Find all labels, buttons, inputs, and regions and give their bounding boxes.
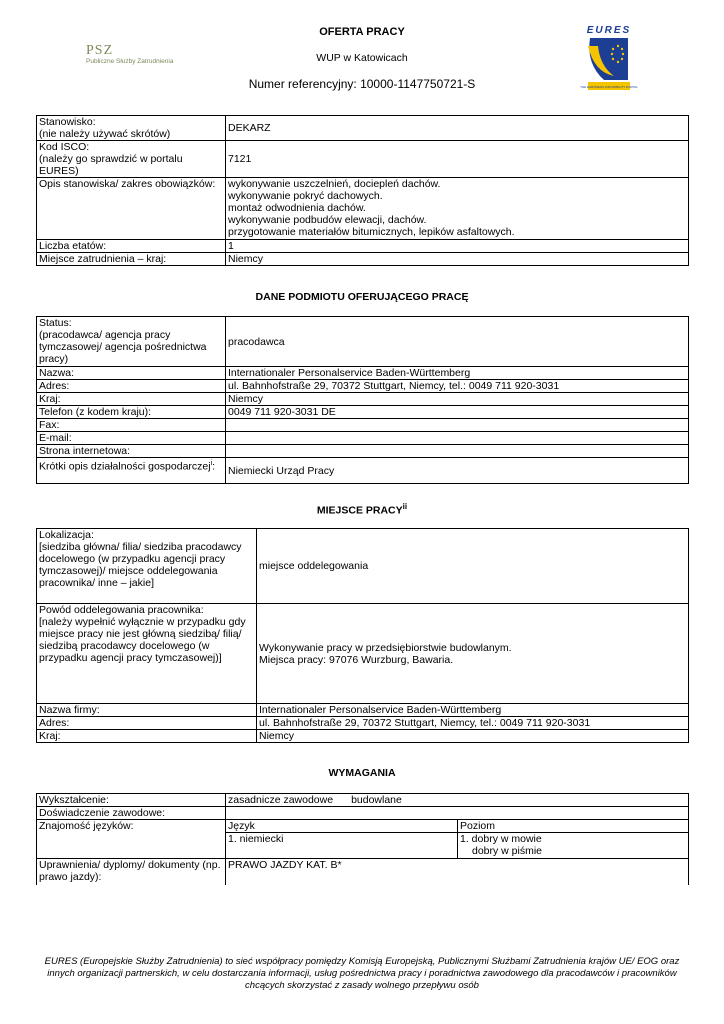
workplace-country-label: Kraj: <box>37 730 257 743</box>
licenses-value: PRAWO JAZDY KAT. B* <box>226 859 689 885</box>
activity-value: Niemiecki Urząd Pracy <box>226 458 689 484</box>
psz-logo <box>86 44 196 66</box>
activity-label-text: Krótki opis działalności gospodarczej <box>39 460 211 473</box>
table-row <box>37 432 689 445</box>
place-label: Miejsce zatrudnienia – kraj: <box>37 253 226 266</box>
fte-label: Liczba etatów: <box>37 240 226 253</box>
duty-item: wykonywanie uszczelnień, dociepleń dachów. <box>228 178 441 190</box>
workplace-heading-text: MIEJSCE PRACY <box>316 504 403 517</box>
duties-label: Opis stanowiska/ zakres obowiązków: <box>37 178 226 240</box>
website-label: Strona internetowa: <box>37 445 226 458</box>
education-level: zasadnicze zawodowe <box>228 794 334 806</box>
table-row <box>37 730 689 743</box>
languages-label: Znajomość języków: <box>37 820 226 859</box>
education-value <box>226 794 689 807</box>
table-row <box>37 367 689 380</box>
duties-value <box>226 178 689 240</box>
employer-country-value: Niemcy <box>226 393 689 406</box>
education-field: budowlane <box>351 794 402 806</box>
table-row <box>37 458 689 484</box>
level-column-header: Poziom <box>458 820 689 833</box>
table-row <box>37 704 689 717</box>
requirements-heading: WYMAGANIA <box>328 767 396 779</box>
table-row <box>37 529 689 604</box>
activity-label <box>37 458 226 484</box>
table-row <box>37 717 689 730</box>
psz-logo-subtitle: Publiczne Służby Zatrudnienia <box>86 58 174 65</box>
location-label: Lokalizacja: [siedziba główna/ filia/ siedziba pracodawcy docelowego (w przypadku agencji pracy tymczasowej)/ miejsce oddelegowania pracownika/ inne – jakie] <box>37 529 257 604</box>
employer-heading: DANE PODMIOTU OFERUJĄCEGO PRACĘ <box>255 291 469 303</box>
reason-line: Wykonywanie pracy w przedsiębiorstwie budowlanym. <box>259 641 512 654</box>
table-row <box>37 240 689 253</box>
licenses-label: Uprawnienia/ dyplomy/ dokumenty (np. prawo jazdy): <box>37 859 226 885</box>
company-label: Nazwa firmy: <box>37 704 257 717</box>
reference-number: Numer referencyjny: 10000-1147750721-S <box>248 77 476 91</box>
position-label: Stanowisko: (nie należy używać skrótów) <box>37 116 226 141</box>
company-value: Internationaler Personalservice Baden-Württemberg <box>257 704 689 717</box>
table-row <box>37 253 689 266</box>
table-row <box>37 604 689 704</box>
table-row <box>37 178 689 240</box>
employer-country-label: Kraj: <box>37 393 226 406</box>
workplace-address-value: ul. Bahnhofstraße 29, 70372 Stuttgart, Niemcy, tel.: 0049 711 920-3031 <box>257 717 689 730</box>
location-value: miejsce oddelegowania <box>257 529 689 604</box>
requirements-table <box>36 793 689 885</box>
footer-note: EURES (Europejskie Służby Zatrudnienia) to sieć współpracy pomiędzy Komisją Europejską, Publicznymi Służbami Zatrudnienia krajów UE/ EOG oraz innych organizacji partnerskich, w celu dostarczania informacji, usług pośrednictwa pracy i poradnictwa zawodowego dla pracodawców i pracowników chcących skorzystać z zasady wolnego przepływu osób <box>44 956 680 991</box>
table-row <box>37 820 689 833</box>
footnote-ref: ii <box>402 502 408 511</box>
table-row <box>37 141 689 178</box>
activity-label-colon: : <box>212 460 216 473</box>
experience-label: Doświadczenie zawodowe: <box>37 807 226 820</box>
fax-label: Fax: <box>37 419 226 432</box>
email-label: E-mail: <box>37 432 226 445</box>
document-title: OFERTA PRACY <box>319 26 405 38</box>
status-label: Status: (pracodawca/ agencja pracy tymczasowej/ agencja pośrednictwa pracy) <box>37 317 226 367</box>
level-writing: dobry w piśmie <box>472 845 543 857</box>
table-row <box>37 380 689 393</box>
eures-logo-text: EURES <box>586 25 632 36</box>
status-value: pracodawca <box>226 317 689 367</box>
email-value <box>226 432 689 445</box>
employer-name-value: Internationaler Personalservice Baden-Württemberg <box>226 367 689 380</box>
job-table <box>36 115 689 266</box>
phone-value: 0049 711 920-3031 DE <box>226 406 689 419</box>
language-level <box>458 833 689 859</box>
eures-logo <box>580 24 638 92</box>
website-value <box>226 445 689 458</box>
reason-line: Miejsca pracy: 97076 Wurzburg, Bawaria. <box>259 653 454 666</box>
table-row <box>37 406 689 419</box>
level-speaking: 1. dobry w mowie <box>460 833 542 845</box>
phone-label: Telefon (z kodem kraju): <box>37 406 226 419</box>
workplace-table <box>36 528 689 743</box>
reason-label: Powód oddelegowania pracownika: [należy wypełnić wyłącznie w przypadku gdy miejsce pracy nie jest główną siedzibą/ filią/ siedzibą pracodawcy docelowego (w przypadku agencji pracy tymczasowej)] <box>37 604 257 704</box>
table-row <box>37 393 689 406</box>
table-row <box>37 807 689 820</box>
table-row <box>37 317 689 367</box>
workplace-country-value: Niemcy <box>257 730 689 743</box>
employer-address-label: Adres: <box>37 380 226 393</box>
isco-label: Kod ISCO: (należy go sprawdzić w portalu EURES) <box>37 141 226 178</box>
workplace-address-label: Adres: <box>37 717 257 730</box>
employer-name-label: Nazwa: <box>37 367 226 380</box>
reason-value <box>257 604 689 704</box>
fax-value <box>226 419 689 432</box>
footnote-ref: i <box>210 460 213 467</box>
table-row <box>37 794 689 807</box>
employer-table <box>36 316 689 484</box>
duty-item: montaż odwodnienia dachów. <box>228 202 366 214</box>
position-value: DEKARZ <box>226 116 689 141</box>
fte-value: 1 <box>226 240 689 253</box>
isco-value: 7121 <box>226 141 689 178</box>
duty-item: przygotowanie materiałów bitumicznych, lepików asfaltowych. <box>228 226 515 238</box>
language-column-header: Język <box>226 820 458 833</box>
employer-address-value: ul. Bahnhofstraße 29, 70372 Stuttgart, Niemcy, tel.: 0049 711 920-3031 <box>226 380 689 393</box>
eures-logo-subtitle: THE EUROPEAN JOB MOBILITY PORTAL <box>580 85 638 89</box>
table-row <box>37 445 689 458</box>
table-row <box>37 859 689 885</box>
table-row <box>37 116 689 141</box>
experience-value <box>226 807 689 820</box>
workplace-heading <box>212 502 512 517</box>
psz-logo-text: PSZ <box>86 43 114 58</box>
education-label: Wykształcenie: <box>37 794 226 807</box>
language-item: 1. niemiecki <box>226 833 458 859</box>
duty-item: wykonywanie podbudów elewacji, dachów. <box>228 214 427 226</box>
office-name: WUP w Katowicach <box>316 52 408 64</box>
place-value: Niemcy <box>226 253 689 266</box>
duty-item: wykonywanie pokryć dachowych. <box>228 190 383 202</box>
table-row <box>37 419 689 432</box>
